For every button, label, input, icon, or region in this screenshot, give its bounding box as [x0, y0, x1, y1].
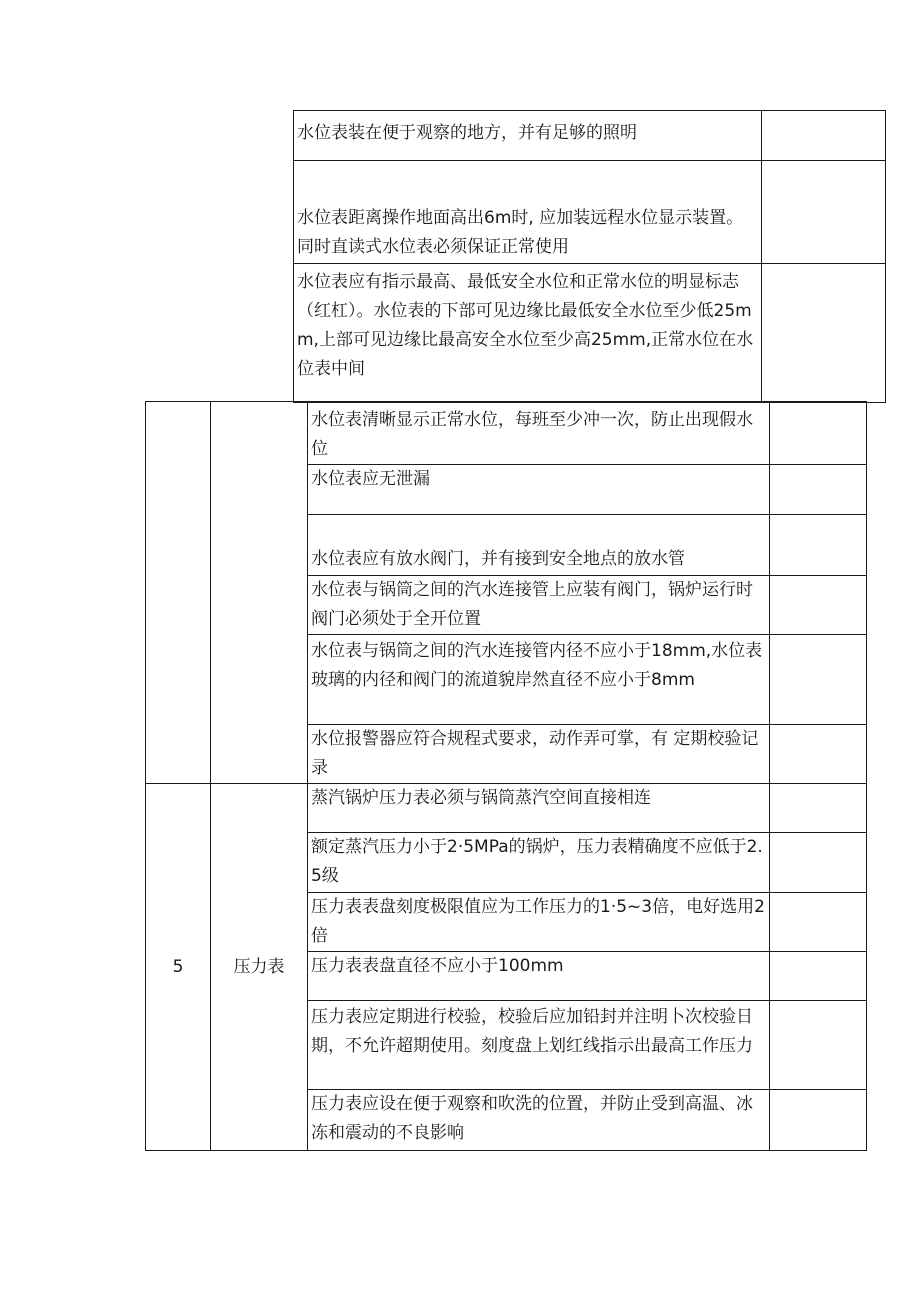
check-cell — [770, 465, 867, 515]
check-cell — [770, 725, 867, 784]
table-row — [146, 402, 867, 465]
check-cell — [762, 264, 886, 403]
table-row — [294, 111, 886, 161]
requirement-text: 水位表距离操作地面高出6m时, 应加装远程水位显示装置。同时直读式水位表必须保证正常使用 — [294, 161, 762, 264]
check-cell — [770, 635, 867, 725]
requirement-text: 水位表与锅筒之间的汽水连接管内径不应小于18mm,水位表玻璃的内径和阀门的流道貌岸然直径不应小于8mm — [308, 635, 770, 725]
requirement-text: 水位表应无泄漏 — [308, 465, 770, 515]
continued-checklist-table — [293, 110, 886, 403]
check-cell — [770, 515, 867, 576]
requirement-text: 水位表应有放水阀门，并有接到安全地点的放水管 — [308, 515, 770, 576]
requirement-text: 压力表表盘直径不应小于100mm — [308, 952, 770, 1001]
category-cell-empty — [211, 402, 308, 784]
requirement-text: 压力表表盘刻度极限值应为工作压力的1·5~3倍，电好选用2倍 — [308, 893, 770, 952]
main-checklist-table — [145, 401, 867, 1151]
section-category: 压力表 — [211, 784, 308, 1151]
requirement-text: 水位报警器应符合规程式要求，动作弄可掌，有 定期校验记录 — [308, 725, 770, 784]
requirement-text: 压力表应设在便于观察和吹洗的位置，并防止受到高温、冰冻和震动的不良影响 — [308, 1090, 770, 1151]
check-cell — [762, 111, 886, 161]
section-index: 5 — [146, 784, 211, 1151]
requirement-text: 水位表装在便于观察的地方，并有足够的照明 — [294, 111, 762, 161]
check-cell — [770, 784, 867, 833]
check-cell — [770, 1001, 867, 1090]
check-cell — [770, 893, 867, 952]
check-cell — [770, 576, 867, 635]
check-cell — [770, 1090, 867, 1151]
requirement-text: 水位表与锅筒之间的汽水连接管上应装有阀门，锅炉运行时阀门必须处于全开位置 — [308, 576, 770, 635]
requirement-text: 水位表应有指示最高、最低安全水位和正常水位的明显标志（红杠）。水位表的下部可见边缘比最低安全水位至少低25mm,上部可见边缘比最高安全水位至少高25mm,正常水位在水位表中间 — [294, 264, 762, 403]
check-cell — [770, 833, 867, 893]
table-row — [294, 264, 886, 403]
index-cell-empty — [146, 402, 211, 784]
requirement-text: 压力表应定期进行校验，校验后应加铅封并注明卜次校验日期，不允许超期使用。刻度盘上划红线指示出最高工作压力 — [308, 1001, 770, 1090]
check-cell — [770, 402, 867, 465]
check-cell — [762, 161, 886, 264]
requirement-text: 水位表清晰显示正常水位，每班至少冲一次，防止出现假水位 — [308, 402, 770, 465]
table-row — [294, 161, 886, 264]
table-row — [146, 784, 867, 833]
requirement-text: 额定蒸汽压力小于2·5MPa的锅炉，压力表精确度不应低于2.5级 — [308, 833, 770, 893]
requirement-text: 蒸汽锅炉压力表必须与锅筒蒸汽空间直接相连 — [308, 784, 770, 833]
check-cell — [770, 952, 867, 1001]
